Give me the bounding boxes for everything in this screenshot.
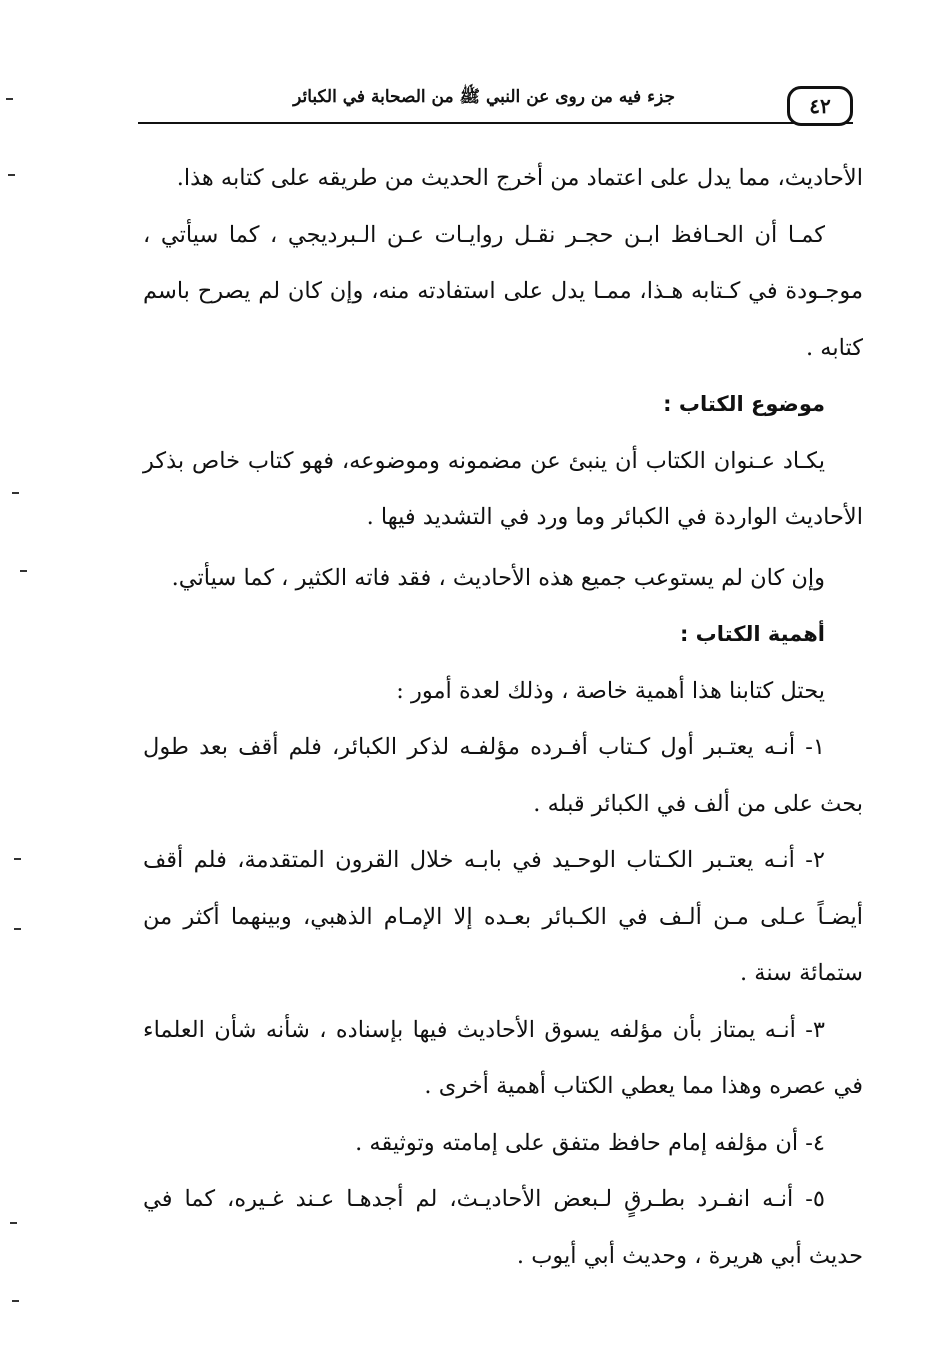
section-heading-importance: أهمية الكتاب : [679, 622, 825, 646]
scan-mark [14, 858, 21, 860]
section-heading-subject: موضوع الكتاب : [663, 392, 825, 416]
scan-mark [12, 1300, 19, 1302]
scan-mark [12, 492, 19, 494]
scan-mark [6, 98, 13, 100]
scan-mark [20, 570, 27, 572]
scan-mark [14, 928, 21, 930]
page-number: ٤٢ [787, 86, 853, 126]
importance-item: ٥- أنـه انفـرد بطـرقٍ لـبعض الأحاديـث، لم أجدهـا عـند غـيره، كما في حديث أبي هريرة ، وحديث أبي أيوب . [143, 1186, 863, 1269]
importance-intro: يحتل كتابنا هذا أهمية خاصة ، وذلك لعدة أمور : [396, 677, 825, 704]
importance-item: ٣- أنـه يمتاز بأن مؤلفه يسوق الأحاديث فيها بإسناده ، شأنه شأن العلماء في عصره وهذا مما يعطي الكتاب أهمية أخرى . [143, 1016, 863, 1099]
body-paragraph: وإن كان لم يستوعب جميع هذه الأحاديث ، فقد فاته الكثير ، كما سيأتي. [171, 564, 825, 591]
body-paragraph: كمـا أن الحـافظ ابـن حجـر نقـل روايـات عـن الـبرديجي ، كما سيأتي ، موجـودة في كـتابه هـذا، ممـا يدل على استفادته منه، وإن كان لم يصرح باسم كتابه . [143, 221, 864, 361]
header-rule [138, 122, 853, 124]
page-body [143, 150, 863, 1284]
body-paragraph: الأحاديث، مما يدل على اعتماد من أخرج الحديث من طريقه على كتابه هذا. [176, 165, 863, 191]
body-paragraph: يكـاد عـنوان الكتاب أن ينبئ عن مضمونه وموضوعه، فهو كتاب خاص بذكر الأحاديث الواردة في الكبائر وما ورد في التشديد فيها . [143, 447, 863, 530]
importance-item: ٤- أن مؤلفه إمام حافظ متفق على إمامته وتوثيقه . [355, 1129, 825, 1156]
header-title: جزء فيه من روى عن النبي ﷺ من الصحابة في الكبائر [293, 87, 675, 107]
scan-mark [8, 174, 15, 176]
importance-item: ٢- أنـه يعتـبر الكـتاب الوحـيد في بابـه خلال القرون المتقدمة، فلم أقف أيضـاً عـلى مـن ألـف في الكـبائر بعـده إلا الإمـام الذهبي، وبينهما أكثر من ستمائة سنة . [143, 847, 863, 986]
importance-item: ١- أنـه يعتـبر أول كـتاب أفـرده مؤلفـه لذكر الكبائر، فلم أقف بعد طول بحث على من ألف في الكبائر قبله . [143, 734, 863, 817]
scan-mark [10, 1222, 17, 1224]
running-header [138, 78, 853, 128]
